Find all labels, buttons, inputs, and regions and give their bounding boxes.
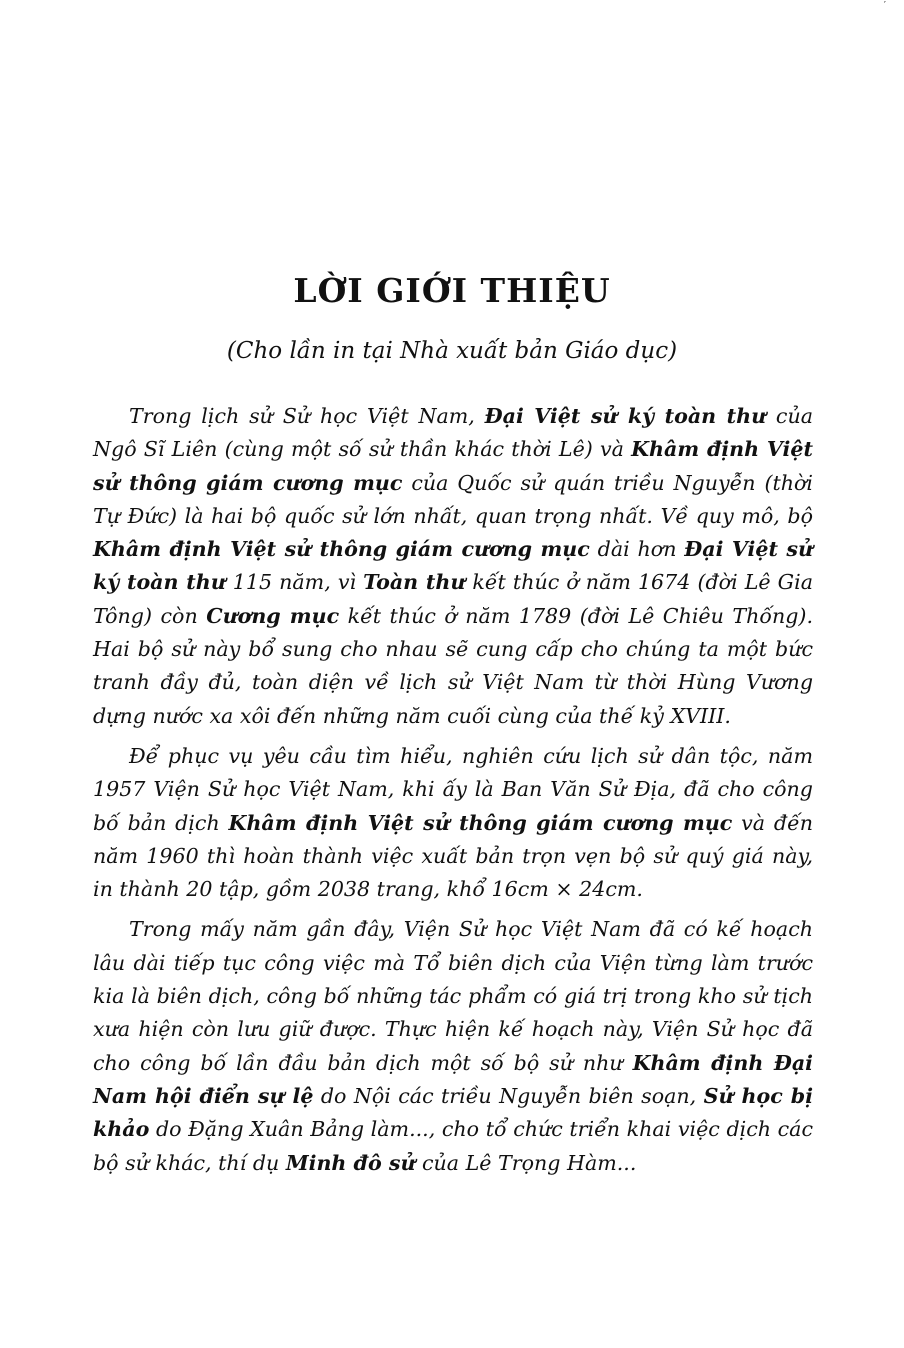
book-title: Khâm định Việt sử thông giám cương mục [93,537,590,562]
text-segment: Để phục vụ yêu cầu tìm hiểu, nghiên cứu lịch sử dân tộc, năm 1957 Viện Sử học Việt Nam, khi ấy là Ban Văn Sử Địa, đã cho công bố bản dịch [93,743,813,835]
paragraph-3 [93,913,813,1179]
page-subtitle: (Cho lần in tại Nhà xuất bản Giáo dục) [226,338,678,364]
text-segment: Trong lịch sử Sử học Việt Nam, [129,404,485,428]
text-segment: của Quốc sử quán triều Nguyễn (thời Tự Đức) là hai bộ quốc sử lớn nhất, quan trọng nhất. Về quy mô, bộ [93,470,813,528]
text-segment: 115 năm, vì [225,570,364,595]
book-title: Đại Việt sử ký toàn thư [93,537,813,595]
page-title: LỜI GIỚI THIỆU [293,271,611,310]
paragraph-1 [93,400,813,733]
text-segment: kết thúc ở năm 1674 (đời Lê Gia Tông) còn [93,570,813,628]
book-title: Minh đô sử [285,1150,416,1175]
book-title: Khâm định Việt sử thông giám cương mục [93,437,813,495]
text-segment: và đến năm 1960 thì hoàn thành việc xuất bản trọn vẹn bộ sử quý giá này, in thành 20 tập, gồm 2038 trang, khổ 16cm × 24cm. [93,810,813,902]
book-title: Đại Việt sử ký toàn thư [484,404,767,428]
text-segment: của Ngô Sĩ Liên (cùng một số sử thần khác thời Lê) và [93,404,814,462]
paragraph-2 [93,740,813,906]
text-segment: kết thúc ở năm 1789 (đời Lê Chiêu Thống). Hai bộ sử này bổ sung cho nhau sẽ cung cấp cho chúng ta một bức tranh đầy đủ, toàn diện về lịch sử Việt Nam từ thời Hùng Vương dựng nước xa xôi đến những năm cuối cùng của thế kỷ XVIII. [93,603,813,728]
book-title: Toàn thư [363,570,466,595]
book-title: Sử học bị khảo [93,1083,814,1142]
text-segment: Trong mấy năm gần đây, Viện Sử học Việt Nam đã có kế hoạch lâu dài tiếp tục công việc mà Tổ biên dịch của Viện từng làm trước kia là biên dịch, công bố những tác phẩm có giá trị trong kho sử tịch xưa hiện còn lưu giữ được. Thực hiện kế hoạch này, Viện Sử học đã cho công bố lần đầu bản dịch một số bộ sử như [93,917,813,1075]
text-segment: của Lê Trọng Hàm... [415,1150,637,1175]
book-title: Khâm định Việt sử thông giám cương mục [228,810,733,835]
text-segment: do Đặng Xuân Bảng làm..., cho tổ chức triển khai việc dịch các bộ sử khác, thí dụ [93,1117,813,1175]
corner-mark: ′ [883,0,886,11]
book-title: Khâm định Đại Nam hội điển sự lệ [93,1050,813,1108]
body-text [93,400,813,1187]
book-title: Cương mục [206,603,340,628]
text-segment: dài hơn [589,537,685,562]
text-segment: do Nội các triều Nguyễn biên soạn, [313,1083,704,1108]
